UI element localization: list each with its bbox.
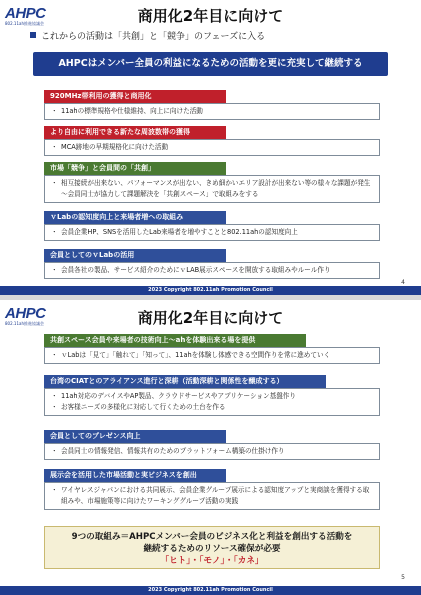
initiative-content	[44, 347, 380, 364]
copyright-footer: 2023 Copyright 802.11ah Promotion Council	[0, 286, 421, 295]
initiative-content	[44, 103, 380, 120]
initiative-heading: 共創スペース会員や来場者の技術向上～ahを体験出来る場を提供	[44, 334, 306, 347]
initiative-block	[44, 90, 380, 120]
bullet-icon: ・	[51, 228, 58, 236]
initiative-block	[44, 334, 380, 364]
initiative-item: お客様ニーズの多様化に対応して行くための土台を作る	[61, 403, 226, 411]
initiative-heading: ｖLabの認知度向上と来場者増への取組み	[44, 211, 226, 224]
initiative-heading: 市場「競争」と会員間の「共創」	[44, 162, 226, 175]
page-number: 5	[401, 574, 405, 581]
initiative-content	[44, 388, 380, 416]
bullet-icon: ・	[51, 403, 58, 411]
bullet-icon: ・	[51, 392, 58, 400]
summary-callout	[44, 526, 380, 569]
bullet-icon: ・	[51, 447, 58, 455]
page-number: 4	[401, 279, 405, 286]
initiative-item: 会員同士の情報発信、情報共有のためのプラットフォーム構築の仕掛け作り	[61, 447, 285, 455]
slide-4	[0, 0, 421, 295]
initiative-item: 会員各社の製品、サービス紹介のためにｖLAB展示スペースを開放する取組みやルール作り	[61, 266, 331, 274]
slide-title: 商用化2年目に向けて	[137, 309, 284, 327]
initiative-block	[44, 469, 380, 510]
logo-subtitle: 802.11ah推進協議会	[5, 321, 44, 326]
slide-5	[0, 300, 421, 595]
bullet-icon: ・	[51, 179, 58, 187]
initiative-content	[44, 482, 380, 510]
initiative-block	[44, 211, 380, 241]
subheading	[30, 31, 265, 43]
bullet-icon: ・	[51, 266, 58, 274]
initiative-block	[44, 375, 380, 416]
initiative-block	[44, 162, 380, 203]
initiative-item: ｖLabは「見て」「触れて」「知って」、11ahを体験し体感できる空間作りを常に進めていく	[61, 351, 331, 359]
initiative-block	[44, 430, 380, 460]
bullet-icon: ・	[51, 351, 58, 359]
initiative-block	[44, 249, 380, 279]
logo-mark: AHPC	[5, 305, 46, 322]
copyright-footer: 2023 Copyright 802.11ah Promotion Council	[0, 586, 421, 595]
initiative-item: 11ahの標準規格や仕様維持、向上に向けた活動	[61, 107, 203, 115]
bullet-icon: ・	[51, 107, 58, 115]
logo-subtitle: 802.11ah推進協議会	[5, 21, 44, 26]
initiative-item: ワイヤレスジャパンにおける共同展示、会員企業グループ展示による認知度アップと実商談を獲得する取組みや、市場施策等に向けたワーキンググループ活動の実践	[61, 486, 370, 505]
initiative-heading: 展示会を活用した市場活動と実ビジネスを創出	[44, 469, 226, 482]
initiative-heading: 920MHz帯利用の獲得と商用化	[44, 90, 226, 103]
initiative-content	[44, 224, 380, 241]
initiative-heading: 台湾のCIATとのアライアンス進行と深耕（活動深耕と関係性を醸成する）	[44, 375, 326, 388]
summary-line-2: 継続するためのリソース確保が必要	[143, 544, 281, 554]
initiative-content	[44, 262, 380, 279]
square-bullet-icon	[30, 32, 36, 38]
bullet-icon: ・	[51, 143, 58, 151]
initiative-item: 相互接続が出来ない、パフォーマンスが出ない、きめ細かいエリア設計が出来ない等の様々な課題が発生～会員同士が協力して課題解決を「共創スペース」で取組みをする	[61, 179, 371, 198]
summary-line-1: 9つの取組み＝AHPCメンバー会員のビジネス化と利益を創出する活動を	[71, 532, 353, 542]
initiative-item: MCA跡地の早期規格化に向けた活動	[61, 143, 169, 151]
initiative-block	[44, 126, 380, 156]
initiative-content	[44, 139, 380, 156]
initiative-heading: 会員としてのｖLabの活用	[44, 249, 226, 262]
slide-title: 商用化2年目に向けて	[137, 7, 284, 25]
summary-resources: 「ヒト」・「モノ」・「カネ」	[160, 556, 264, 566]
initiative-item: 会員企業HP、SNSを活用したLab来場者を増やすことと802.11ahの認知度向上	[61, 228, 298, 236]
initiative-heading: より自由に利用できる新たな周波数帯の獲得	[44, 126, 226, 139]
initiative-item: 11ah対応のデバイスやAP製品、クラウドサービスやアプリケーション基盤作り	[61, 392, 296, 400]
initiative-content	[44, 175, 380, 203]
logo-mark: AHPC	[5, 5, 46, 22]
mission-banner: AHPCはメンバー全員の利益になるための活動を更に充実して継続する	[33, 52, 388, 76]
initiative-content	[44, 443, 380, 460]
initiative-heading: 会員としてのプレゼンス向上	[44, 430, 226, 443]
subheading-text: これからの活動は「共創」と「競争」のフェーズに入る	[41, 32, 266, 42]
bullet-icon: ・	[51, 486, 58, 494]
